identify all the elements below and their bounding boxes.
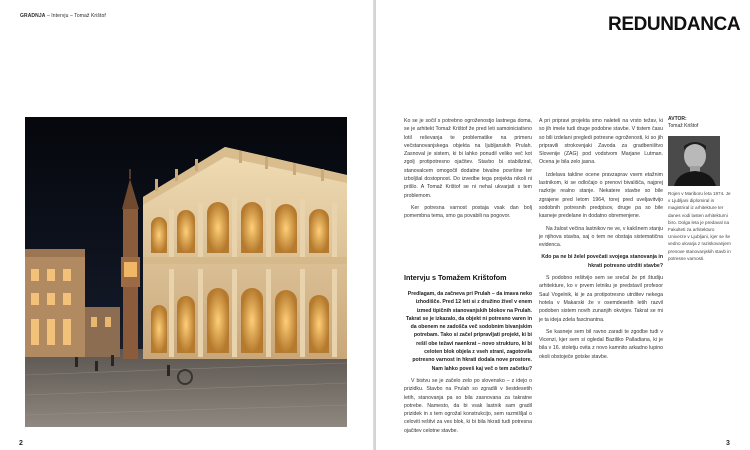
body-paragraph: Izdelava takšne ocene pravzaprav vsem etažnim lastnikom, ki se odločajo o prenovi bivališča, najprej razkrije realno stanje. Nekatere stavbe so bile zgrajene pred letom 1964, torej pred uveljavitvijo sodobnih potresnih predpisov, druge pa so bile kasneje predelane in dodatno obremenjene. bbox=[539, 171, 663, 220]
body-paragraph: Na žalost večina lastnikov ne ve, v kakšnem stanju je njihova stavba, saj o tem ne obstaja sistematična evidenca. bbox=[539, 225, 663, 249]
author-portrait bbox=[668, 136, 720, 186]
running-head bbox=[20, 13, 106, 19]
intro-column bbox=[404, 117, 532, 225]
left-page bbox=[0, 0, 374, 450]
interview-question: Kdo pa ne bi želel povečati svojega stanovanja in hkrati potresno utrditi stavbe? bbox=[541, 254, 663, 269]
body-paragraph: Se kasneje sem bil ravno zaradi te zgodbe tudi v Vicenzi, kjer sem si ogledal Baziliko Palladiana, ki je bila v 16. stoletju ovita z novo kamnito arkadno lupino okoli obstoječe gotske stavbe. bbox=[539, 328, 663, 360]
body-paragraph: S podobno rešitvijo sem se srečal že pri študiju arhitekture, ko v prvem letniku je predstavil profesor Saul Vogelnik, ki je za protipotresno utrditev nekega hotela v Makarski že v osemdesetih letih razvil podoben sistem novih zunanjih okvirjev. Takrat se mi je ta ideja zdela fascinantna. bbox=[539, 275, 663, 323]
author-label: AVTOR: bbox=[668, 116, 687, 122]
right-text-column bbox=[539, 117, 663, 365]
answer-paragraph: V bistvu se je začelo zelo po slovensko – z idejo o prizidku. Stavbo na Prulah so zgradili v šestdesetih letih, stanovanja pa so bila zasnovana za takratne potrebe. Namesto, da bi vsak lastnik sam gradil prizidek in s tem ogrožal konstrukcijo, sem razmišljal o celoviti rešitvi za ves blok, ki bi bila hkrati tudi potresna ojačitev celotne stavbe. bbox=[404, 377, 532, 434]
section-title: REDUNDANCA bbox=[608, 14, 741, 35]
author-box bbox=[668, 116, 732, 262]
intro-paragraph: Ker potresna varnost postaja vsak dan bolj pomembna tema, smo ga povabili na pogovor. bbox=[404, 204, 532, 220]
intro-paragraph: Ko se je sočil s potrebno ogroženostjo lastnega doma, se je arhitekt Tomaž Krištof že pred leti samoiniciativno lotil reševanja te problematike na primeru večstanovanjskega objekta na ljubljanskih Prulah. Zasnoval je sistem, ki bi lahko ponudil veliko več kot zgolj protipotresno ojačitev. Stavbo bi stabiliziral, stanovalcem omogočil dodatne bivalne površine ter izboljšal dostopnost. Do izvedbe tega projekta nikoli ni prišlo. A Tomaž Krištof se ni nehal ukvarjati s tem problemom. bbox=[404, 118, 532, 199]
page-number-right: 3 bbox=[726, 440, 730, 447]
author-name: Tomaž Krištof bbox=[668, 123, 699, 129]
lead-question: Predlagam, da začneva pri Prulah – da imava neko izhodišče. Pred 12 leti si z družino živel v enem izmed tipičnih stanovanjskih blokov na Prulah. Takrat se je izkazalo, da objekt ni potresno varen in da obenem ne zadošča več sodobnim bivanjskim potrebam. Tako si začel pripravljati projekt, ki bi rešil obe težavi naenkrat – novo strukturo, ki bi celoten blok objela z vseh strani, zagotovila potresno varnost in hkrati dodala nove prostore. Nam lahko poveš kaj več o tem začetku? bbox=[405, 291, 532, 372]
body-paragraph: A pri pripravi projekta smo naleteli na vrsto težav, ki so jih imele tudi druge podobne stavbe. V tistem času so bili izdelani pregledi potresne ogroženosti, ki so jih pripravili strokovnjaki Zavoda za gradbeništvo Slovenije (ZAG) pod vodstvom Marjane Lutman. Ocena je bila zelo jasna. bbox=[539, 118, 663, 166]
interview-subheading: Intervju s Tomažem Krištofom bbox=[404, 273, 507, 282]
basilica-photo bbox=[25, 117, 347, 427]
left-text-column bbox=[404, 290, 532, 439]
author-bio: Rojen v Mariboru leta 1974. Je v Ljubljani diplomiral in magistriral iz arhitekture ter danes vodi lasten arhitekturni biro. Dolga leta je predaval na Fakulteti za arhitekturo Univerze v Ljubljani, kjer se še vedno ukvarja z raziskovanjem prenove stanovanjskih stavb in potresne varnosti. bbox=[668, 191, 731, 261]
page-number-left: 2 bbox=[19, 440, 23, 447]
breadcrumb: – Intervju – Tomaž Krištof bbox=[46, 13, 106, 19]
section-label: GRADNJA bbox=[20, 13, 46, 19]
